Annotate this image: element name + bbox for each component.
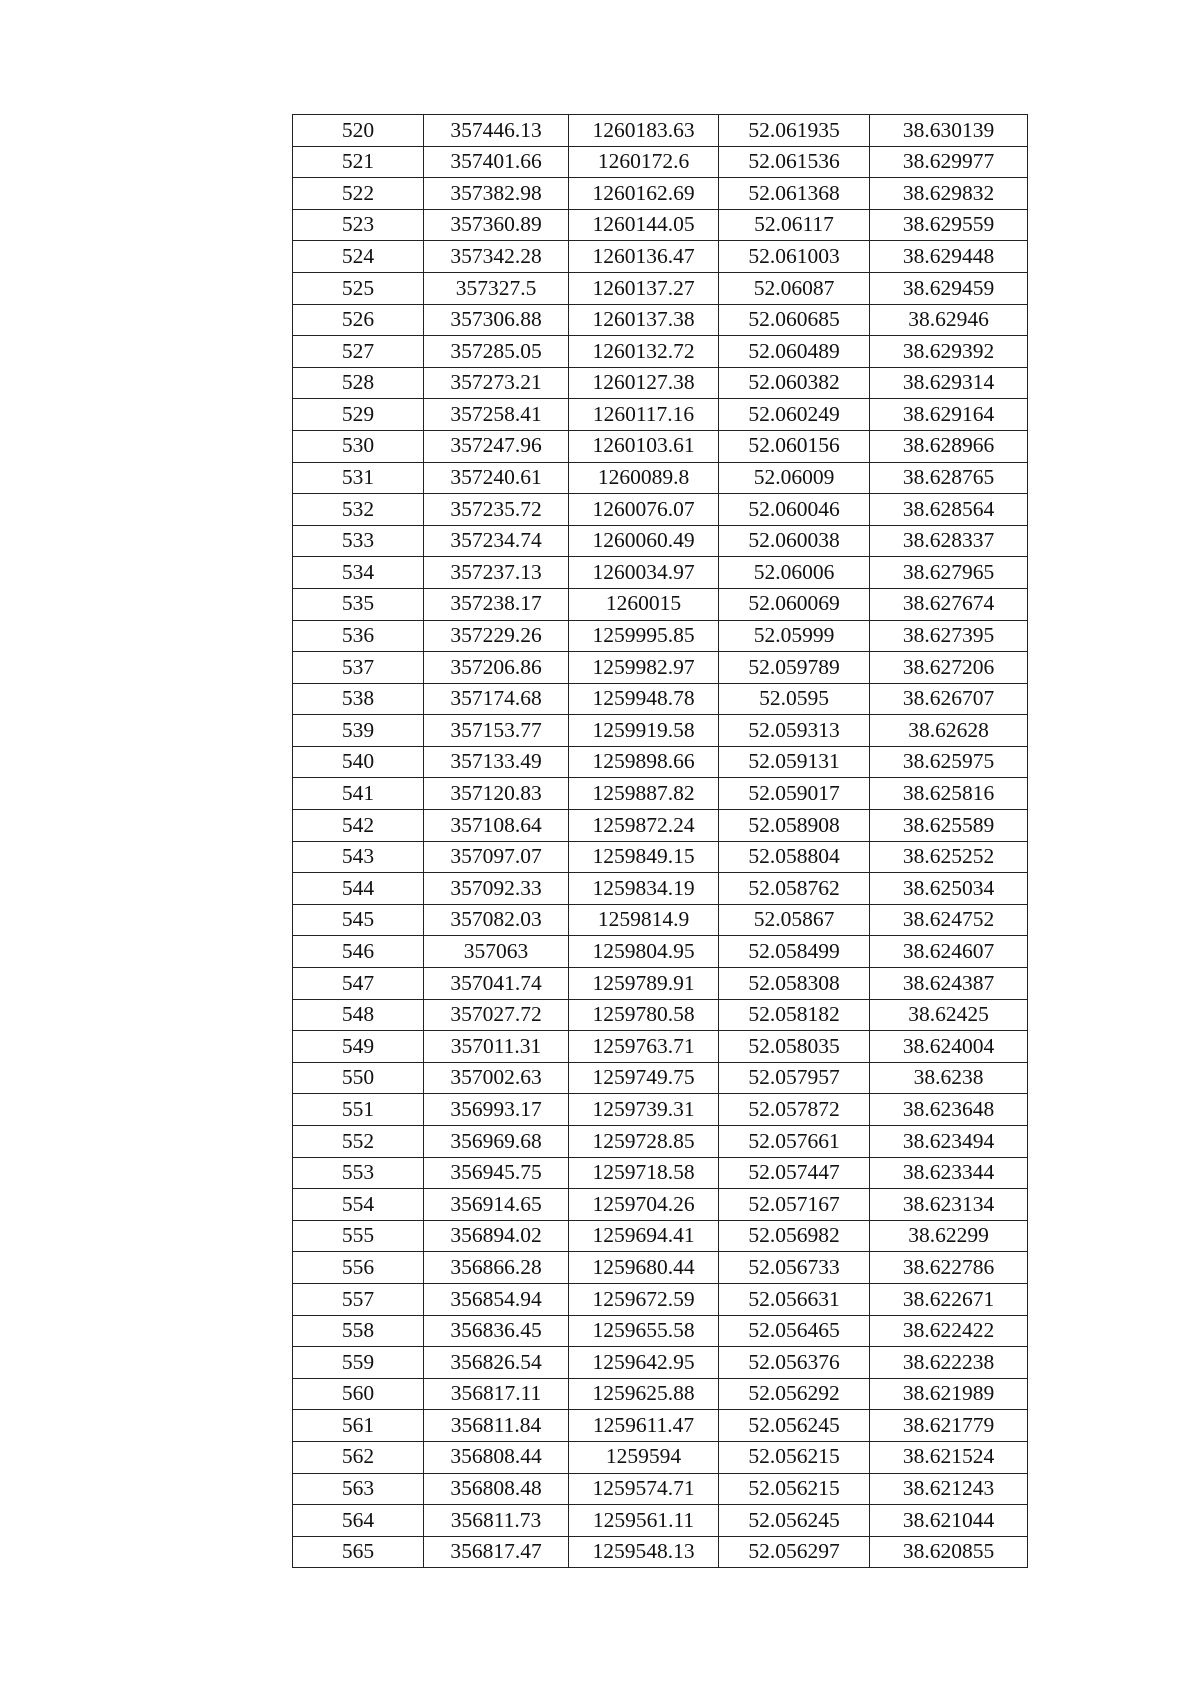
latitude-cell: 38.621243	[870, 1473, 1028, 1505]
table-row	[293, 652, 1028, 684]
y-coordinate-cell: 1259834.19	[569, 873, 719, 905]
y-coordinate-cell: 1259898.66	[569, 746, 719, 778]
y-coordinate-cell: 1260034.97	[569, 557, 719, 589]
y-coordinate-cell: 1259672.59	[569, 1283, 719, 1315]
point-number-cell: 548	[293, 999, 424, 1031]
table-row	[293, 1062, 1028, 1094]
y-coordinate-cell: 1259887.82	[569, 778, 719, 810]
latitude-cell: 38.629459	[870, 272, 1028, 304]
x-coordinate-cell: 356993.17	[424, 1094, 569, 1126]
point-number-cell: 543	[293, 841, 424, 873]
table-row	[293, 557, 1028, 589]
longitude-cell: 52.058182	[719, 999, 870, 1031]
point-number-cell: 550	[293, 1062, 424, 1094]
x-coordinate-cell: 356808.48	[424, 1473, 569, 1505]
table-row	[293, 1505, 1028, 1537]
point-number-cell: 555	[293, 1220, 424, 1252]
longitude-cell: 52.056982	[719, 1220, 870, 1252]
y-coordinate-cell: 1259655.58	[569, 1315, 719, 1347]
longitude-cell: 52.056376	[719, 1347, 870, 1379]
x-coordinate-cell: 356817.47	[424, 1536, 569, 1568]
x-coordinate-cell: 356817.11	[424, 1378, 569, 1410]
point-number-cell: 524	[293, 241, 424, 273]
point-number-cell: 531	[293, 462, 424, 494]
x-coordinate-cell: 357360.89	[424, 209, 569, 241]
coordinate-table	[292, 114, 1028, 1568]
longitude-cell: 52.059313	[719, 715, 870, 747]
y-coordinate-cell: 1259919.58	[569, 715, 719, 747]
longitude-cell: 52.06006	[719, 557, 870, 589]
table-row	[293, 525, 1028, 557]
point-number-cell: 563	[293, 1473, 424, 1505]
y-coordinate-cell: 1260172.6	[569, 146, 719, 178]
y-coordinate-cell: 1259739.31	[569, 1094, 719, 1126]
latitude-cell: 38.629448	[870, 241, 1028, 273]
latitude-cell: 38.62425	[870, 999, 1028, 1031]
y-coordinate-cell: 1259872.24	[569, 810, 719, 842]
latitude-cell: 38.621524	[870, 1441, 1028, 1473]
longitude-cell: 52.061536	[719, 146, 870, 178]
x-coordinate-cell: 357011.31	[424, 1031, 569, 1063]
x-coordinate-cell: 357063	[424, 936, 569, 968]
point-number-cell: 562	[293, 1441, 424, 1473]
x-coordinate-cell: 357237.13	[424, 557, 569, 589]
latitude-cell: 38.623494	[870, 1126, 1028, 1158]
longitude-cell: 52.058804	[719, 841, 870, 873]
y-coordinate-cell: 1260015	[569, 588, 719, 620]
latitude-cell: 38.629832	[870, 178, 1028, 210]
y-coordinate-cell: 1259789.91	[569, 968, 719, 1000]
x-coordinate-cell: 357041.74	[424, 968, 569, 1000]
latitude-cell: 38.629314	[870, 367, 1028, 399]
table-row	[293, 1220, 1028, 1252]
longitude-cell: 52.058908	[719, 810, 870, 842]
longitude-cell: 52.061003	[719, 241, 870, 273]
longitude-cell: 52.060038	[719, 525, 870, 557]
latitude-cell: 38.625252	[870, 841, 1028, 873]
point-number-cell: 554	[293, 1189, 424, 1221]
y-coordinate-cell: 1260060.49	[569, 525, 719, 557]
latitude-cell: 38.62946	[870, 304, 1028, 336]
longitude-cell: 52.05999	[719, 620, 870, 652]
point-number-cell: 525	[293, 272, 424, 304]
latitude-cell: 38.627965	[870, 557, 1028, 589]
point-number-cell: 564	[293, 1505, 424, 1537]
longitude-cell: 52.06117	[719, 209, 870, 241]
point-number-cell: 536	[293, 620, 424, 652]
point-number-cell: 540	[293, 746, 424, 778]
y-coordinate-cell: 1259642.95	[569, 1347, 719, 1379]
x-coordinate-cell: 357027.72	[424, 999, 569, 1031]
latitude-cell: 38.622671	[870, 1283, 1028, 1315]
point-number-cell: 552	[293, 1126, 424, 1158]
x-coordinate-cell: 357401.66	[424, 146, 569, 178]
y-coordinate-cell: 1259594	[569, 1441, 719, 1473]
table-row	[293, 968, 1028, 1000]
x-coordinate-cell: 357108.64	[424, 810, 569, 842]
table-row	[293, 1252, 1028, 1284]
y-coordinate-cell: 1259625.88	[569, 1378, 719, 1410]
table-row	[293, 399, 1028, 431]
longitude-cell: 52.060069	[719, 588, 870, 620]
table-row	[293, 1441, 1028, 1473]
longitude-cell: 52.0595	[719, 683, 870, 715]
y-coordinate-cell: 1260183.63	[569, 115, 719, 147]
point-number-cell: 522	[293, 178, 424, 210]
latitude-cell: 38.626707	[870, 683, 1028, 715]
table-row	[293, 430, 1028, 462]
x-coordinate-cell: 356914.65	[424, 1189, 569, 1221]
x-coordinate-cell: 357229.26	[424, 620, 569, 652]
y-coordinate-cell: 1259948.78	[569, 683, 719, 715]
x-coordinate-cell: 356836.45	[424, 1315, 569, 1347]
y-coordinate-cell: 1260162.69	[569, 178, 719, 210]
y-coordinate-cell: 1259718.58	[569, 1157, 719, 1189]
x-coordinate-cell: 356945.75	[424, 1157, 569, 1189]
y-coordinate-cell: 1259780.58	[569, 999, 719, 1031]
x-coordinate-cell: 356808.44	[424, 1441, 569, 1473]
longitude-cell: 52.057661	[719, 1126, 870, 1158]
y-coordinate-cell: 1260117.16	[569, 399, 719, 431]
latitude-cell: 38.628966	[870, 430, 1028, 462]
x-coordinate-cell: 357238.17	[424, 588, 569, 620]
latitude-cell: 38.625816	[870, 778, 1028, 810]
y-coordinate-cell: 1260127.38	[569, 367, 719, 399]
y-coordinate-cell: 1259804.95	[569, 936, 719, 968]
point-number-cell: 544	[293, 873, 424, 905]
latitude-cell: 38.625975	[870, 746, 1028, 778]
latitude-cell: 38.623648	[870, 1094, 1028, 1126]
x-coordinate-cell: 356866.28	[424, 1252, 569, 1284]
y-coordinate-cell: 1260136.47	[569, 241, 719, 273]
longitude-cell: 52.056215	[719, 1473, 870, 1505]
x-coordinate-cell: 357382.98	[424, 178, 569, 210]
longitude-cell: 52.060382	[719, 367, 870, 399]
x-coordinate-cell: 356854.94	[424, 1283, 569, 1315]
longitude-cell: 52.061935	[719, 115, 870, 147]
table-row	[293, 683, 1028, 715]
table-row	[293, 873, 1028, 905]
latitude-cell: 38.621044	[870, 1505, 1028, 1537]
latitude-cell: 38.621779	[870, 1410, 1028, 1442]
table-row	[293, 1315, 1028, 1347]
table-row	[293, 272, 1028, 304]
coordinate-table-body	[293, 115, 1028, 1568]
x-coordinate-cell: 357327.5	[424, 272, 569, 304]
table-row	[293, 999, 1028, 1031]
latitude-cell: 38.62628	[870, 715, 1028, 747]
y-coordinate-cell: 1260103.61	[569, 430, 719, 462]
x-coordinate-cell: 356811.84	[424, 1410, 569, 1442]
point-number-cell: 528	[293, 367, 424, 399]
x-coordinate-cell: 357234.74	[424, 525, 569, 557]
longitude-cell: 52.058308	[719, 968, 870, 1000]
longitude-cell: 52.057447	[719, 1157, 870, 1189]
y-coordinate-cell: 1259849.15	[569, 841, 719, 873]
x-coordinate-cell: 357342.28	[424, 241, 569, 273]
longitude-cell: 52.056292	[719, 1378, 870, 1410]
longitude-cell: 52.059131	[719, 746, 870, 778]
point-number-cell: 538	[293, 683, 424, 715]
latitude-cell: 38.62299	[870, 1220, 1028, 1252]
table-row	[293, 1157, 1028, 1189]
latitude-cell: 38.627206	[870, 652, 1028, 684]
point-number-cell: 537	[293, 652, 424, 684]
point-number-cell: 542	[293, 810, 424, 842]
y-coordinate-cell: 1260089.8	[569, 462, 719, 494]
longitude-cell: 52.056297	[719, 1536, 870, 1568]
longitude-cell: 52.058499	[719, 936, 870, 968]
x-coordinate-cell: 356826.54	[424, 1347, 569, 1379]
point-number-cell: 556	[293, 1252, 424, 1284]
x-coordinate-cell: 357097.07	[424, 841, 569, 873]
y-coordinate-cell: 1260137.38	[569, 304, 719, 336]
latitude-cell: 38.630139	[870, 115, 1028, 147]
latitude-cell: 38.629392	[870, 336, 1028, 368]
point-number-cell: 560	[293, 1378, 424, 1410]
point-number-cell: 565	[293, 1536, 424, 1568]
longitude-cell: 52.056631	[719, 1283, 870, 1315]
latitude-cell: 38.628564	[870, 494, 1028, 526]
longitude-cell: 52.058035	[719, 1031, 870, 1063]
y-coordinate-cell: 1260144.05	[569, 209, 719, 241]
x-coordinate-cell: 356894.02	[424, 1220, 569, 1252]
latitude-cell: 38.620855	[870, 1536, 1028, 1568]
point-number-cell: 521	[293, 146, 424, 178]
latitude-cell: 38.624752	[870, 904, 1028, 936]
table-row	[293, 367, 1028, 399]
table-row	[293, 1094, 1028, 1126]
table-row	[293, 336, 1028, 368]
longitude-cell: 52.060249	[719, 399, 870, 431]
latitude-cell: 38.622786	[870, 1252, 1028, 1284]
latitude-cell: 38.6238	[870, 1062, 1028, 1094]
x-coordinate-cell: 357206.86	[424, 652, 569, 684]
table-row	[293, 241, 1028, 273]
point-number-cell: 529	[293, 399, 424, 431]
latitude-cell: 38.627674	[870, 588, 1028, 620]
latitude-cell: 38.628337	[870, 525, 1028, 557]
y-coordinate-cell: 1259814.9	[569, 904, 719, 936]
table-row	[293, 178, 1028, 210]
point-number-cell: 534	[293, 557, 424, 589]
latitude-cell: 38.624607	[870, 936, 1028, 968]
longitude-cell: 52.06009	[719, 462, 870, 494]
x-coordinate-cell: 357174.68	[424, 683, 569, 715]
table-row	[293, 936, 1028, 968]
y-coordinate-cell: 1259749.75	[569, 1062, 719, 1094]
y-coordinate-cell: 1259704.26	[569, 1189, 719, 1221]
table-row	[293, 1189, 1028, 1221]
table-row	[293, 304, 1028, 336]
x-coordinate-cell: 357247.96	[424, 430, 569, 462]
table-row	[293, 1347, 1028, 1379]
point-number-cell: 553	[293, 1157, 424, 1189]
latitude-cell: 38.625034	[870, 873, 1028, 905]
point-number-cell: 541	[293, 778, 424, 810]
x-coordinate-cell: 357002.63	[424, 1062, 569, 1094]
longitude-cell: 52.058762	[719, 873, 870, 905]
table-row	[293, 841, 1028, 873]
table-row	[293, 1126, 1028, 1158]
x-coordinate-cell: 357306.88	[424, 304, 569, 336]
point-number-cell: 535	[293, 588, 424, 620]
table-row	[293, 904, 1028, 936]
longitude-cell: 52.057872	[719, 1094, 870, 1126]
x-coordinate-cell: 356811.73	[424, 1505, 569, 1537]
latitude-cell: 38.623344	[870, 1157, 1028, 1189]
x-coordinate-cell: 357133.49	[424, 746, 569, 778]
point-number-cell: 561	[293, 1410, 424, 1442]
x-coordinate-cell: 357235.72	[424, 494, 569, 526]
y-coordinate-cell: 1259982.97	[569, 652, 719, 684]
latitude-cell: 38.621989	[870, 1378, 1028, 1410]
longitude-cell: 52.056215	[719, 1441, 870, 1473]
latitude-cell: 38.624387	[870, 968, 1028, 1000]
y-coordinate-cell: 1260137.27	[569, 272, 719, 304]
y-coordinate-cell: 1259680.44	[569, 1252, 719, 1284]
point-number-cell: 533	[293, 525, 424, 557]
y-coordinate-cell: 1259763.71	[569, 1031, 719, 1063]
point-number-cell: 523	[293, 209, 424, 241]
table-row	[293, 715, 1028, 747]
table-row	[293, 146, 1028, 178]
longitude-cell: 52.056245	[719, 1505, 870, 1537]
table-row	[293, 810, 1028, 842]
y-coordinate-cell: 1259561.11	[569, 1505, 719, 1537]
point-number-cell: 558	[293, 1315, 424, 1347]
point-number-cell: 551	[293, 1094, 424, 1126]
point-number-cell: 546	[293, 936, 424, 968]
latitude-cell: 38.623134	[870, 1189, 1028, 1221]
point-number-cell: 532	[293, 494, 424, 526]
longitude-cell: 52.056245	[719, 1410, 870, 1442]
longitude-cell: 52.059789	[719, 652, 870, 684]
y-coordinate-cell: 1259995.85	[569, 620, 719, 652]
point-number-cell: 527	[293, 336, 424, 368]
table-row	[293, 1473, 1028, 1505]
table-row	[293, 1283, 1028, 1315]
point-number-cell: 549	[293, 1031, 424, 1063]
table-row	[293, 494, 1028, 526]
table-row	[293, 462, 1028, 494]
longitude-cell: 52.056733	[719, 1252, 870, 1284]
point-number-cell: 526	[293, 304, 424, 336]
x-coordinate-cell: 357092.33	[424, 873, 569, 905]
longitude-cell: 52.056465	[719, 1315, 870, 1347]
table-row	[293, 620, 1028, 652]
table-row	[293, 1410, 1028, 1442]
longitude-cell: 52.05867	[719, 904, 870, 936]
table-row	[293, 115, 1028, 147]
x-coordinate-cell: 357153.77	[424, 715, 569, 747]
latitude-cell: 38.628765	[870, 462, 1028, 494]
x-coordinate-cell: 356969.68	[424, 1126, 569, 1158]
latitude-cell: 38.629977	[870, 146, 1028, 178]
point-number-cell: 520	[293, 115, 424, 147]
latitude-cell: 38.629559	[870, 209, 1028, 241]
latitude-cell: 38.627395	[870, 620, 1028, 652]
point-number-cell: 545	[293, 904, 424, 936]
point-number-cell: 547	[293, 968, 424, 1000]
table-row	[293, 1378, 1028, 1410]
y-coordinate-cell: 1259574.71	[569, 1473, 719, 1505]
table-row	[293, 588, 1028, 620]
longitude-cell: 52.060046	[719, 494, 870, 526]
x-coordinate-cell: 357258.41	[424, 399, 569, 431]
x-coordinate-cell: 357446.13	[424, 115, 569, 147]
point-number-cell: 559	[293, 1347, 424, 1379]
y-coordinate-cell: 1259694.41	[569, 1220, 719, 1252]
latitude-cell: 38.629164	[870, 399, 1028, 431]
longitude-cell: 52.060685	[719, 304, 870, 336]
x-coordinate-cell: 357240.61	[424, 462, 569, 494]
longitude-cell: 52.057957	[719, 1062, 870, 1094]
latitude-cell: 38.625589	[870, 810, 1028, 842]
longitude-cell: 52.060489	[719, 336, 870, 368]
latitude-cell: 38.622422	[870, 1315, 1028, 1347]
longitude-cell: 52.060156	[719, 430, 870, 462]
table-row	[293, 1031, 1028, 1063]
x-coordinate-cell: 357285.05	[424, 336, 569, 368]
longitude-cell: 52.06087	[719, 272, 870, 304]
longitude-cell: 52.057167	[719, 1189, 870, 1221]
y-coordinate-cell: 1259728.85	[569, 1126, 719, 1158]
table-row	[293, 778, 1028, 810]
latitude-cell: 38.624004	[870, 1031, 1028, 1063]
x-coordinate-cell: 357273.21	[424, 367, 569, 399]
y-coordinate-cell: 1259611.47	[569, 1410, 719, 1442]
table-row	[293, 1536, 1028, 1568]
table-row	[293, 746, 1028, 778]
point-number-cell: 557	[293, 1283, 424, 1315]
x-coordinate-cell: 357082.03	[424, 904, 569, 936]
table-row	[293, 209, 1028, 241]
point-number-cell: 530	[293, 430, 424, 462]
y-coordinate-cell: 1259548.13	[569, 1536, 719, 1568]
y-coordinate-cell: 1260132.72	[569, 336, 719, 368]
longitude-cell: 52.059017	[719, 778, 870, 810]
longitude-cell: 52.061368	[719, 178, 870, 210]
latitude-cell: 38.622238	[870, 1347, 1028, 1379]
x-coordinate-cell: 357120.83	[424, 778, 569, 810]
point-number-cell: 539	[293, 715, 424, 747]
y-coordinate-cell: 1260076.07	[569, 494, 719, 526]
